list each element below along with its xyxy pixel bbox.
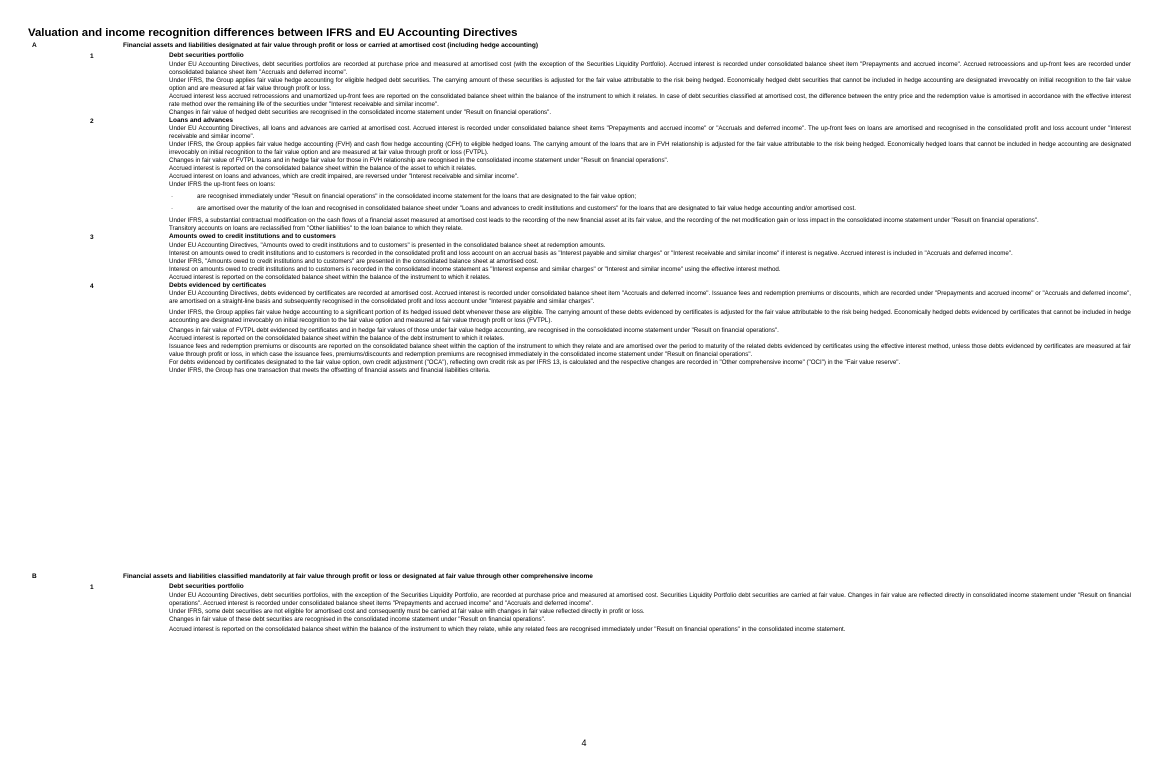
paragraph: Under IFRS, the Group applies fair value hedge accounting for eligible hedged debt securities. The carrying amount of these securities is adjusted for the fair value attributable to the risk being hedged. Economically hedged debt securities that cannot be included in hedge accounting are designated irrevocably on initial recognition to the fair value option and are measured at fair value through profit or loss. — [169, 76, 1131, 92]
paragraph: Under IFRS, a substantial contractual modification on the cash flows of a financial asset measured at amortised cost leads to the recording of the new financial asset at its fair value, and the recording of the net modification gain or loss impact in the consolidated income statement under "Result on financial operations". — [169, 217, 1039, 224]
paragraph: Under EU Accounting Directives, debt securities portfolios are recorded at purchase price and measured at amortised cost (with the exception of the Securities Liquidity Portfolio). Accrued interest is recorded under consolidated balance sheet item "Prepayments and accrued income". Accrued retrocessions and up-front fees are recorded under consolidated balance sheet item "Accruals and deferred income". — [169, 60, 1131, 76]
paragraph: Under IFRS, "Amounts owed to credit institutions and to customers" are presented in the consolidated balance sheet at amortised cost. — [169, 257, 539, 265]
section-b — [28, 572, 1148, 634]
paragraph: Under EU Accounting Directives, "Amounts owed to credit institutions and to customers" is presented in the consolidated balance sheet at redemption amounts. — [169, 241, 606, 249]
subsection-number: 3 — [90, 234, 94, 241]
paragraph: Interest on amounts owed to credit institutions and to customers is recorded in the consolidated income statement as "Interest expense and similar charges" or "Interest and similar income" using the effective interest method. — [169, 265, 781, 273]
paragraph: Under EU Accounting Directives, debt securities portfolios, with the exception of the Securities Liquidity Portfolio, are recorded at purchase price and measured at amortised cost. Securities Liquidity Portfolio debt securities are carried at fair value. Changes in fair value are reflected directly in consolidated income statement under "Result on financial operations". Accrued interest is recorded under consolidated balance sheet items "Prepayments and accrued income" and "Accruals and deferred income". — [169, 591, 1131, 607]
paragraph: Under IFRS, the Group applies fair value hedge accounting to a significant portion of its hedged issued debt whenever these are eligible. The carrying amount of these debts evidenced by certificates is adjusted for the fair value attributable to the risk being hedged. Economically hedged debts evidenced by certificates that cannot be included in hedge accounting are designated irrevocably on initial recognition to the fair value option and measured at fair value through profit or loss (FVTPL). — [169, 308, 1131, 324]
subsection-number: 1 — [90, 53, 94, 60]
section-heading: Financial assets and liabilities designated at fair value through profit or loss or carried at amortised cost (including hedge accounting) — [123, 42, 538, 49]
paragraph: Transitory accounts on loans are reclassified from "Other liabilities" to the loan balance to which they relate. — [169, 225, 463, 232]
subsection-title: Debt securities portfolio — [169, 52, 244, 59]
paragraph: Changes in fair value of FVTPL debt evidenced by certificates and in hedge fair values of those under fair value hedge accounting, are recognised in the consolidated income statement under "Result on financial operations". — [169, 327, 779, 334]
paragraph: Under IFRS, some debt securities are not eligible for amortised cost and consequently must be carried at fair value with changes in fair value reflected directly in profit or loss. — [169, 607, 645, 615]
bullet-item — [169, 205, 1131, 213]
bullet-item — [169, 193, 1131, 201]
paragraph: Under EU Accounting Directives, all loans and advances are carried at amortised cost. Accrued interest is recorded under consolidated balance sheet items "Prepayments and accrued income" or "Accruals and deferred income". The up-front fees on loans are amortised and recognised in the consolidated profit and loss account under "Interest receivable and similar income". — [169, 125, 1131, 140]
paragraph: Under EU Accounting Directives, debts evidenced by certificates are recorded at amortised cost. Accrued interest is recorded under consolidated balance sheet item "Accruals and deferred income". Issuance fees and redemption premiums or discounts, which are recorded under "Prepayments and accrued income" or "Accruals and deferred income", are amortised on a straight-line basis and subsequently recognised in the consolidated profit and loss account under "Interest payable and similar charges". — [169, 290, 1131, 305]
section-a — [28, 41, 1148, 375]
subsection-a4 — [28, 282, 1148, 376]
subsection-number: 2 — [90, 117, 94, 125]
paragraph: Accrued interest is reported on the consolidated balance sheet within the balance of the instrument to which it relates. — [169, 273, 491, 281]
subsection-a3 — [28, 233, 1148, 282]
subsection-a2 — [28, 117, 1148, 234]
paragraph: Accrued interest is reported on the consolidated balance sheet within the balance of the debt instrument to which it relates. — [169, 335, 505, 342]
bullet-text: are amortised over the maturity of the loan and recognised in consolidated balance sheet under "Loans and advances to credit institutions and customers" for the loans that are designated to fair value hedge accounting and/or amortised cost. — [197, 205, 856, 212]
page-title: Valuation and income recognition differences between IFRS and EU Accounting Directives — [28, 27, 518, 39]
paragraph: Changes in fair value of these debt securities are recognised in the consolidated income statement under "Result on financial operations". — [169, 615, 546, 623]
paragraph: Under IFRS, the Group has one transaction that meets the offsetting of financial assets and financial liabilities criteria. — [169, 367, 491, 374]
paragraph: Issuance fees and redemption premiums or discounts are reported on the consolidated balance sheet within the caption of the instrument to which they relate and are amortised over the period to maturity of the related debts evidenced by certificates using the effective interest method, unless those debts evidenced by certificates are measured at fair value through profit or loss, in which case the issuance fees, premiums/discounts and redemption premiums are recognised immediately in the consolidated income statement under "Result on financial operations". — [169, 343, 1131, 358]
paragraph: Changes in fair value of hedged debt securities are recognised in the consolidated income statement under "Result on financial operations". — [169, 108, 552, 116]
paragraph: Interest on amounts owed to credit institutions and to customers is recorded in the consolidated profit and loss account on an accrual basis as "Interest payable and similar charges" or "Interest receivable and similar income" if interest is negative. Accrued interest is included in "Accruals and deferred income". — [169, 249, 1013, 257]
paragraph: Under IFRS, the Group applies fair value hedge accounting (FVH) and cash flow hedge accounting (CFH) to eligible hedged loans. The carrying amount of the loans that are in FVH relationship is adjusted for the fair value attributable to the risk being hedged. Economically hedged loans that cannot be included in hedge accounting are designated irrevocably on initial recognition to the fair value option and are measured at fair value through profit or loss (FVTPL). — [169, 141, 1131, 156]
bullet-dot: · — [171, 205, 174, 212]
bullet-dot: · — [171, 193, 174, 200]
paragraph: For debts evidenced by certificates designated to the fair value option, own credit adjustment ("OCA"), reflecting own credit risk as per IFRS 13, is calculated and the respective changes are recorded in "Other comprehensive income" ("OCI") in the "Fair value reserve". — [169, 359, 901, 366]
paragraph: Accrued interest on loans and advances, which are credit impaired, are reversed under "Interest receivable and similar income". — [169, 173, 519, 180]
bullet-text: are recognised immediately under "Result on financial operations" in the consolidated income statement for the loans that are designated to the fair value option; — [197, 193, 637, 200]
subsection-number: 4 — [90, 282, 94, 290]
section-letter: B — [32, 573, 37, 580]
page-number: 4 — [581, 738, 587, 748]
paragraph: Accrued interest less accrued retrocessions and unamortized up-front fees are reported on the consolidated balance sheet within the balance of the instrument to which it relates. In case of debt securities classified at amortised cost, the difference between the entry price and the redemption value is amortised in accordance with the effective interest rate method over the remaining life of the securities under "Interest receivable and similar income". — [169, 92, 1131, 108]
subsection-b1 — [28, 583, 1148, 634]
paragraph: Accrued interest is reported on the consolidated balance sheet within the balance of the instrument to which they relate, while any related fees are recognised immediately under "Result on financial operations" in the consolidated income statement. — [169, 626, 846, 633]
section-heading: Financial assets and liabilities classified mandatorily at fair value through profit or loss or designated at fair value through other comprehensive income — [123, 573, 593, 580]
paragraph: Changes in fair value of FVTPL loans and in hedge fair value for those in FVH relationship are recognised in the consolidated income statement under "Result on financial operations". — [169, 157, 669, 164]
paragraph: Accrued interest is reported on the consolidated balance sheet within the balance of the asset to which it relates. — [169, 165, 477, 172]
subsection-a1 — [28, 52, 1148, 117]
subsection-title: Debts evidenced by certificates — [169, 281, 267, 289]
subsection-title: Debt securities portfolio — [169, 583, 244, 590]
subsection-title: Loans and advances — [169, 116, 233, 124]
subsection-number: 1 — [90, 584, 94, 591]
paragraph: Under IFRS the up-front fees on loans: — [169, 181, 276, 188]
section-letter: A — [32, 42, 37, 49]
subsection-title: Amounts owed to credit institutions and to customers — [169, 233, 336, 240]
